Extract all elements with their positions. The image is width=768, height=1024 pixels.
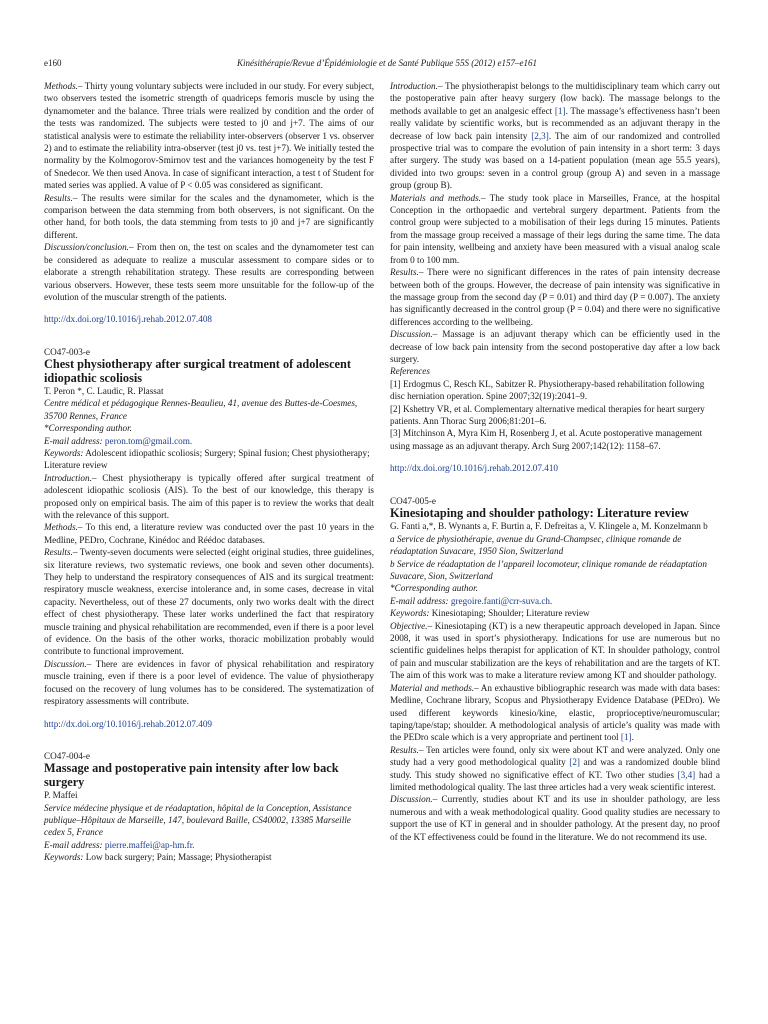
section-text: An exhaustive bibliographic research was made with data bases: Medline, Cochrane library, Scopus and Physiotherapy Evidence Database (PEDro). We used different keywords kinesio/kine, elastic, proprioceptive/neuromuscular; taping/tape/stap; shoulder. A methodological analysis of article’s quality was made with the PEDro scale which is a very appropriate and pertinent tool: [390, 682, 721, 743]
abstract-keywords: [44, 447, 374, 472]
section-label: Discussion.–: [390, 794, 438, 805]
section-label: Materials and methods.–: [390, 192, 486, 203]
email-link[interactable]: gregoire.fanti@crr-suva.ch.: [450, 595, 553, 606]
abstract-title: Massage and postoperative pain intensity after low back surgery: [44, 761, 339, 789]
section-text: To this end, a literature review was conducted over the past 10 years in the Medline, PEDro, Cochrane, Kinédoc and Réédoc databases.: [44, 522, 374, 545]
section-text: There were no significant differences in the rates of pain intensity decrease between both of the groups. However, the decrease of pain intensity was significative in the massage group from the second day (P = 0.01) and third day (P = 0.007). The anxiety has significantly decreased in the control group (P = 0.04) and there were no significative differences according to the wellbeing.: [390, 267, 720, 327]
section-text: Kinesiotaping (KT) is a new therapeutic approach developed in Japan. Since 2008, it was used in sport’s physiotherapy. Indications for use are numerous but no scientific guidelines helps therapist for application of KT. In shoulder pathology, control of pain and muscular stabilization are the keys of rehabilitation and are the targets of KT. The aim of this work was to make a literature review among KT and shoulder pathology.: [390, 620, 720, 681]
section-text: . The aim of our randomized and controlled prospective trial was to compare the evolution of pain intensity in a short term: 3 days after surgery. The study was based on a 14-patient population (mean age 55.5 years), divided into two groups: seven in a control group (group A) and seven in a massage group (group B).: [390, 130, 721, 191]
keywords-label: Keywords:: [44, 852, 84, 863]
abstract-discussion: [44, 241, 374, 303]
keywords-label: Keywords:: [390, 608, 430, 619]
abstract-discussion: [390, 793, 720, 843]
section-label: Material and methods.–: [390, 682, 479, 693]
section-text: and was a randomized double blind study. This study showed no significative effect of KT. Two other studies: [390, 757, 720, 780]
abstract-discussion: [390, 328, 720, 365]
section-label: Discussion.–: [390, 329, 438, 340]
email-link[interactable]: pierre.maffei@ap-hm.fr.: [104, 839, 195, 850]
keywords-text: Low back surgery; Pain; Massage; Physiotherapist: [83, 852, 272, 863]
section-text: Massage is an adjuvant therapy which can be efficiently used in the decrease of low back pain intensity from the second postoperative day after a low back surgery.: [390, 329, 720, 364]
abstract-introduction: [390, 80, 720, 192]
section-label: Discussion.–: [44, 658, 92, 669]
section-label: Methods.–: [44, 81, 83, 91]
abstract-results: [390, 744, 720, 794]
section-text: Thirty young voluntary subjects were included in our study. For every subject, two observers tested the isometric strength of quadriceps femoris muscle by using the dynamometer and the balance. Three trials were realized by condition and the order of the tests was randomized. The subjects were tested to j0 and j+7. The aims of our statistical analysis were to estimate the reliability inter-observers (observer 1 vs. observer 2) and to estimate the reliability intra-observer (test j0 vs. test j+7). We initially tested the normality by the Kolmogorov-Smirnov test and the variances homogeneity by the test F of Snedecor. We then used Anova. In case of significant interaction, a test t of Student for mated series was applied. A value of P < 0.05 was considered as significant.: [44, 81, 374, 191]
section-text: Chest physiotherapy is typically offered after surgical treatment of adolescent idiopathic scoliosis (AIS). To the best of our knowledge, this therapy is proposed only on empirical basis. The aim of this paper is to review the works that dealt with the relevance of this support.: [44, 472, 374, 520]
email-label: E-mail address:: [44, 839, 103, 850]
abstract-keywords: [44, 851, 374, 863]
abstract-results: [390, 266, 720, 328]
abstract-results: [44, 546, 374, 658]
abstract-results: [44, 192, 374, 242]
keywords-text: Kinesiotaping; Shoulder; Literature review: [429, 608, 590, 619]
corresponding-author-note: *Corresponding author.: [390, 583, 478, 594]
section-label: Introduction.–: [44, 472, 97, 483]
reference-item: [3] Mitchinson A, Myra Kim H, Rosenberg J, et al. Acute postoperative management using massage as an adjuvant therapy. Arch Surg 2007;142(12): 1158–67.: [390, 428, 703, 451]
section-text: Ten articles were found, only six were about KT and were analyzed. Only one study had a very good methodological quality: [390, 744, 720, 768]
author-affiliation: Centre médical et pédagogique Rennes-Beaulieu, 41, avenue des Buttes-de-Coesmes, 35700 Rennes, France: [44, 398, 358, 421]
section-label: Results.–: [390, 267, 424, 278]
running-head: [44, 56, 730, 70]
email-line: [44, 435, 374, 447]
section-text: Currently, studies about KT and its use in shoulder pathology, are less numerous and with a weak methodological quality. Good quality studies are necessary to support the use of KT in general and in shoulder pathology. At the present day, no proof of the KT effectiveness could be found in the literature. We do not recommend its use.: [390, 794, 720, 842]
abstract-materials-methods: [390, 682, 720, 744]
email-label: E-mail address:: [44, 435, 103, 446]
corresponding-author-note: *Corresponding author.: [44, 423, 132, 434]
section-text: From then on, the test on scales and the dynamometer test can be considered as adequate to realize a muscular assessment to compare sides or to elaborate a strength rehabilitation strategy. These results are corresponding between various observers. However, these tests seem more unsuitable for the follow-up of the evolution of the muscular strength of the patients.: [44, 242, 374, 302]
author-affiliation: a Service de physiothérapie, avenue du Grand-Champsec, clinique romande de réadaptation Suvacare, 1950 Sion, Switzerland: [390, 533, 682, 557]
citation-link[interactable]: [3,4]: [677, 769, 696, 780]
abstract-introduction: [44, 472, 374, 522]
keywords-label: Keywords:: [44, 447, 84, 458]
section-label: Introduction.–: [390, 81, 443, 91]
abstract-objective: [390, 620, 720, 682]
email-link[interactable]: peron.tom@gmail.com.: [104, 435, 193, 446]
section-text: The study took place in Marseilles, France, at the hospital Conception in the orthopaedic and vertebral surgery department. Patients from the control group were subjected to a mobilisation of their legs during 15 minutes. Patients from the massage group received a massage of their legs during the same time. The data for pain intensity, wellbeing and anxiety have been measured with a visual analog scale from 0 to 100 mm.: [390, 192, 720, 265]
reference-item: [2] Kshettry VR, et al. Complementary alternative medical therapies for heart surgery patients. Ann Thorac Surg 2006;81:201–6.: [390, 403, 705, 426]
author-affiliation: Service médecine physique et de réadaptation, hôpital de la Conception, Assistance publique–Hôpitaux de Marseille, 147, boulevard Baille, CS40002, 13385 Marseille cedex 5, France: [44, 802, 352, 838]
section-label: Objective.–: [390, 620, 433, 631]
references-heading: References: [390, 366, 430, 377]
left-column: [44, 80, 374, 864]
doi-link[interactable]: http://dx.doi.org/10.1016/j.rehab.2012.07.410: [390, 463, 559, 474]
section-label: Methods.–: [44, 522, 83, 533]
right-column: [390, 80, 720, 843]
section-text: had a limited methodological quality. The last three articles had a very weak scientific interest.: [390, 769, 721, 792]
abstract-title: Kinesiotaping and shoulder pathology: Literature review: [390, 506, 689, 520]
doi-link[interactable]: http://dx.doi.org/10.1016/j.rehab.2012.07.408: [44, 314, 213, 325]
email-label: E-mail address:: [390, 595, 449, 606]
section-label: Results.–: [390, 744, 424, 755]
section-text: . The massage’s effectiveness hasn’t been really validate by scientific works, but is recommended as an adjuvant therapy in the decrease of low back pain intensity: [390, 105, 720, 141]
section-text: There are evidences in favor of physical rehabilitation and respiratory muscle training, even if there is a poor level of evidence. The value of physiotherapy focused on the recovery of lung volumes has to be considered. The systematization of respiratory assessments will contribute.: [44, 658, 374, 707]
abstract-authors: T. Peron *, C. Laudic, R. Plassat: [44, 385, 164, 396]
abstract-authors: P. Maffei: [44, 790, 78, 801]
section-label: Discussion/conclusion.–: [44, 242, 134, 253]
reference-item: [1] Erdogmus C, Resch KL, Sabitzer R. Physiotherapy-based rehabilitation following disc herniation operation. Spine 2007;32(19):2041–9.: [390, 378, 705, 402]
citation-link[interactable]: [1]: [620, 732, 632, 743]
abstract-code: CO47-005-e: [390, 495, 436, 506]
citation-link[interactable]: [2]: [569, 757, 580, 768]
abstract-keywords: [390, 607, 720, 619]
doi-link[interactable]: http://dx.doi.org/10.1016/j.rehab.2012.07.409: [44, 718, 213, 729]
author-affiliation: b Service de réadaptation de l’appareil locomoteur, clinique romande de réadaptation Suvacare, Sion, Switzerland: [390, 558, 707, 582]
abstract-code: CO47-004-e: [44, 750, 90, 761]
section-text: The physiotherapist belongs to the multidisciplinary team which carry out the postoperative pain after heavy surgery (low back). The massage belongs to the methods available to get an analgesic effect: [390, 81, 720, 116]
abstract-methods: [44, 521, 374, 546]
section-label: Results.–: [44, 547, 78, 558]
citation-link[interactable]: [1]: [554, 105, 566, 116]
abstract-methods: [44, 80, 374, 192]
section-label: Results.–: [44, 192, 78, 203]
email-line: [390, 595, 720, 607]
keywords-text: Adolescent idiopathic scoliosis; Surgery; Spinal fusion; Chest physiotherapy; Literature review: [44, 447, 370, 471]
abstract-discussion: [44, 658, 374, 708]
abstract-title: Chest physiotherapy after surgical treatment of adolescent idiopathic scoliosis: [44, 357, 351, 385]
section-text: The results were similar for the scales and the dynamometer, which is the comparison between the data stemming from both observers, is not significant. On the other hand, for both tools, the data stemming from tests to j0 and j+7 are significantly different.: [44, 192, 374, 240]
abstract-materials-methods: [390, 192, 720, 266]
email-line: [44, 839, 374, 851]
section-text: .: [631, 732, 634, 743]
abstract-authors: G. Fanti a,*, B. Wynants a, F. Burtin a, F. Defreitas a, V. Klingele a, M. Konzelmann b: [390, 521, 708, 532]
abstract-code: CO47-003-e: [44, 346, 90, 357]
journal-citation: Kinésithérapie/Revue d’Épidémiologie et de Santé Publique 55S (2012) e157–e161: [237, 58, 537, 68]
section-text: Twenty-seven documents were selected (eight original studies, three guidelines, six literature reviews, two systematic reviews, one book and seven other documents). They help to understand the respiratory consequences of AIS and its surgical treatment: respiratory muscle weakness, exercise intolerance and, in some cases, decrease in vital capacity. Nevertheless, out of these 27 documents, only two works dealt with the direct effect of chest physiotherapy. These later works underlined the fact that respiratory muscle training and physical rehabilitation are recommended, even if there is a poor level of evidence. On the basis of the other works, thoracic mobilization probably would contribute to functional improvement.: [44, 547, 374, 657]
citation-link[interactable]: [2,3]: [531, 130, 549, 141]
page-number: e160: [44, 58, 62, 68]
